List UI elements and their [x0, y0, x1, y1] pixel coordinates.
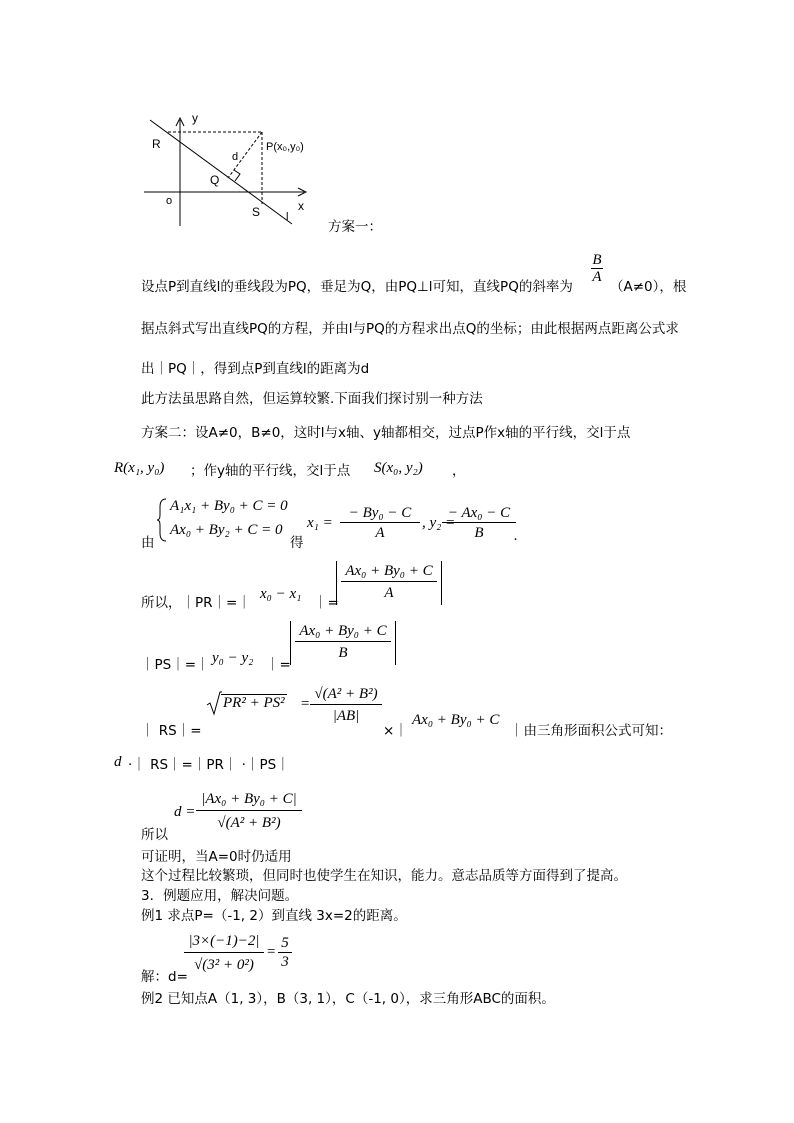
- ps-den: B: [295, 641, 391, 664]
- rs-suffix: ｜由三角形面积公式可知：: [510, 723, 672, 739]
- right-angle-mark: [234, 170, 240, 181]
- scheme1-line2: 据点斜式写出直线PQ的方程，并由l与PQ的方程求出点Q的坐标；由此根据两点距离公式求: [141, 321, 679, 337]
- scheme2-line1: 方案二：设A≠0，B≠0，这时l与x轴、y轴都相交，过点P作x轴的平行线，交l于点: [141, 425, 631, 441]
- sys-eq2: Ax₀ + By₂ + C = 0: [170, 522, 283, 538]
- label-d: d: [232, 151, 239, 163]
- solution-value: [278, 934, 292, 971]
- scheme2-S: S(x₀, y₂): [374, 460, 423, 476]
- pr-inner: x₀ − x₁: [260, 586, 302, 602]
- result-lhs: d =: [174, 804, 196, 820]
- example1-line: 例1 求点P=（-1, 2）到直线 3x=2的距离。: [141, 908, 407, 924]
- label-l: l: [286, 211, 289, 223]
- slope-num: B: [592, 252, 602, 268]
- label-Q: Q: [210, 173, 220, 187]
- pr-den: A: [341, 581, 437, 604]
- area-d: d: [114, 754, 122, 770]
- rs-fraction: [310, 684, 382, 727]
- solution-den: √(3² + 0²): [184, 952, 264, 977]
- solution-fraction: [184, 930, 264, 977]
- scheme2-mid: ；作y轴的平行线，交l于点: [190, 463, 351, 479]
- solution-value-num: 5: [281, 935, 289, 951]
- rs-den: |AB|: [310, 704, 382, 727]
- solution-num: |3×(−1)−2|: [188, 933, 260, 949]
- ps-mid: ｜=: [266, 657, 291, 673]
- rs-times: ×｜: [383, 723, 408, 739]
- scheme2-line2-end: ，: [452, 463, 466, 479]
- result-den: √(A² + B²): [196, 810, 302, 835]
- period: .: [514, 528, 518, 544]
- scheme2-R: R(x₁, y₀): [114, 460, 165, 476]
- rs-eq: =: [300, 696, 311, 712]
- ps-inner: y₀ − y₂: [212, 650, 254, 666]
- scheme1-line1-end: （A≠0），根: [610, 279, 687, 295]
- y2-num: − Ax₀ − C: [447, 505, 511, 521]
- label-y: y: [192, 111, 198, 125]
- y2-den: B: [442, 522, 516, 543]
- section3-line: 3．例题应用，解决问题。: [141, 888, 299, 904]
- solution-eq: =: [266, 944, 277, 960]
- result-num: |Ax₀ + By₀ + C|: [201, 791, 297, 807]
- rs-num: √(A² + B²): [314, 686, 378, 702]
- scheme1-title: 方案一：: [328, 219, 382, 235]
- slope-fraction: [591, 252, 603, 285]
- y2-lhs: , y₂ =: [422, 515, 456, 531]
- pr-fraction: [336, 561, 442, 605]
- slope-den: A: [592, 269, 602, 285]
- rs-abs-expr: Ax₀ + By₀ + C: [412, 712, 500, 728]
- label-o: o: [166, 195, 173, 207]
- ps-fraction: [290, 621, 396, 665]
- ps-prefix: ｜PS｜=｜: [141, 657, 210, 673]
- solution-label: 解：d=: [141, 969, 188, 985]
- x1-den: A: [340, 522, 420, 543]
- scheme1-line1: 设点P到直线l的垂线段为PQ，垂足为Q，由PQ⊥l可知，直线PQ的斜率为: [141, 279, 573, 295]
- ps-num: Ax₀ + By₀ + C: [299, 623, 387, 639]
- pr-num: Ax₀ + By₀ + C: [345, 563, 433, 579]
- result-fraction: [196, 788, 302, 835]
- x1-lhs: x₁ =: [307, 515, 333, 531]
- y2-fraction: [442, 504, 516, 543]
- example2-line: 例2 已知点A（1, 3），B（3, 1），C（-1, 0），求三角形ABC的面积。: [141, 991, 555, 1007]
- pr-mid: ｜=: [314, 595, 339, 611]
- you-label: 由: [141, 535, 155, 551]
- label-P: P(x₀,y₀): [266, 141, 304, 153]
- prove-line: 可证明，当A=0时仍适用: [141, 849, 292, 865]
- label-R: R: [152, 137, 161, 151]
- comment1: 此方法虽思路自然，但运算较繁.下面我们探讨别一种方法: [141, 391, 483, 407]
- coordinate-figure: [140, 108, 320, 230]
- sqrt-sign-icon: [206, 690, 222, 716]
- de-label: 得: [290, 535, 304, 551]
- rs-sqrt-expr: PR² + PS²: [223, 695, 285, 711]
- rs-prefix: ｜ RS｜=: [141, 723, 202, 739]
- scheme1-line3: 出｜PQ｜，得到点P到直线l的距离为d: [141, 361, 370, 377]
- x1-num: − By₀ − C: [348, 505, 412, 521]
- label-x: x: [298, 199, 304, 213]
- brace-icon: [156, 497, 168, 543]
- result-prefix: 所以: [141, 827, 168, 843]
- line-l: [150, 120, 292, 224]
- area-eq-rest: ·｜ RS｜=｜PR｜ ·｜PS｜: [128, 757, 290, 773]
- x1-fraction: [340, 504, 420, 543]
- solution-value-den: 3: [278, 952, 292, 971]
- pr-prefix: 所以，｜PR｜=｜: [141, 595, 251, 611]
- sys-eq1: A₁x₁ + By₀ + C = 0: [170, 498, 288, 514]
- label-S: S: [252, 205, 261, 219]
- process-line: 这个过程比较繁琐，但同时也使学生在知识，能力。意志品质等方面得到了提高。: [141, 868, 627, 884]
